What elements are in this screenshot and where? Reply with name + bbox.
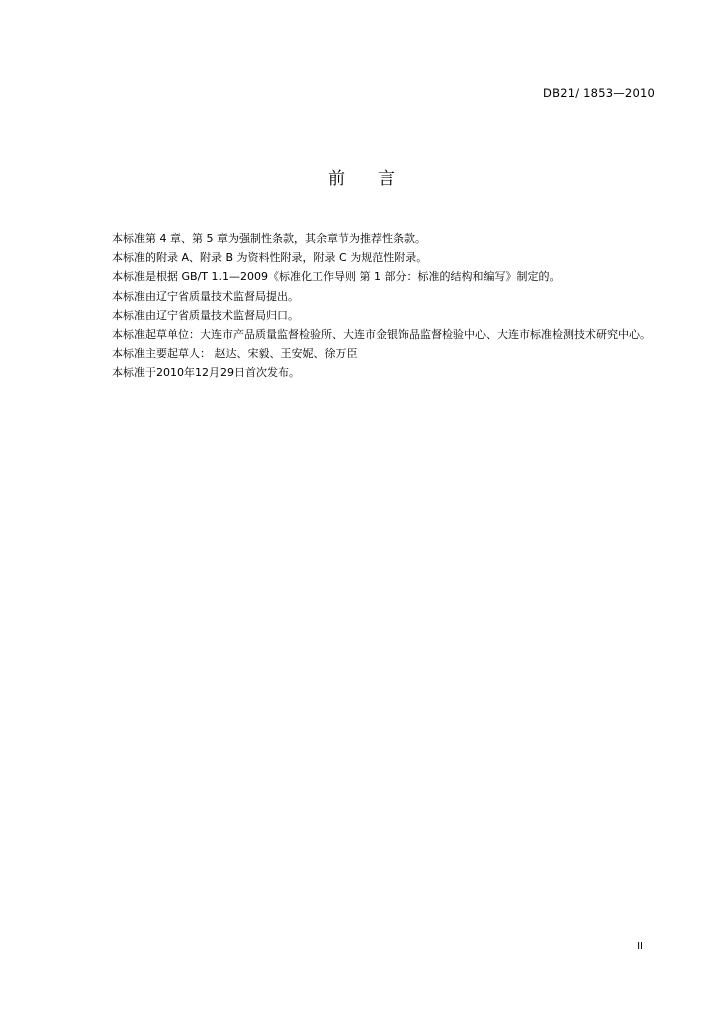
paragraph-annexes: 本标准的附录 A、附录 B 为资料性附录，附录 C 为规范性附录。 [112,251,428,265]
document-code: DB21/ 1853—2010 [543,86,655,100]
paragraph-mandatory-clauses: 本标准第 4 章、第 5 章为强制性条款，其余章节为推荐性条款。 [112,232,426,245]
foreword-body [86,229,658,383]
paragraph-administrator: 本标准由辽宁省质量技术监督局归口。 [112,308,299,322]
title-char-2: 言 [378,169,396,189]
paragraph-drafting-units: 本标准起草单位：大连市产品质量监督检验所、大连市金银饰品监督检验中心、大连市标准检测技术研究中心。 [112,328,651,342]
paragraph-drafters: 本标准主要起草人： 赵达、宋毅、王安妮、徐万臣 [112,347,358,361]
page-title [0,164,724,189]
title-char-1: 前 [328,169,346,189]
page-number: II [637,941,643,952]
paragraph-proposer: 本标准由辽宁省质量技术监督局提出。 [112,289,299,303]
paragraph-release-date: 本标准于2010年12月29日首次发布。 [112,366,300,380]
paragraph-drafting-basis: 本标准是根据 GB/T 1.1—2009《标准化工作导则 第 1 部分：标准的结构和编写》制定的。 [112,270,561,284]
